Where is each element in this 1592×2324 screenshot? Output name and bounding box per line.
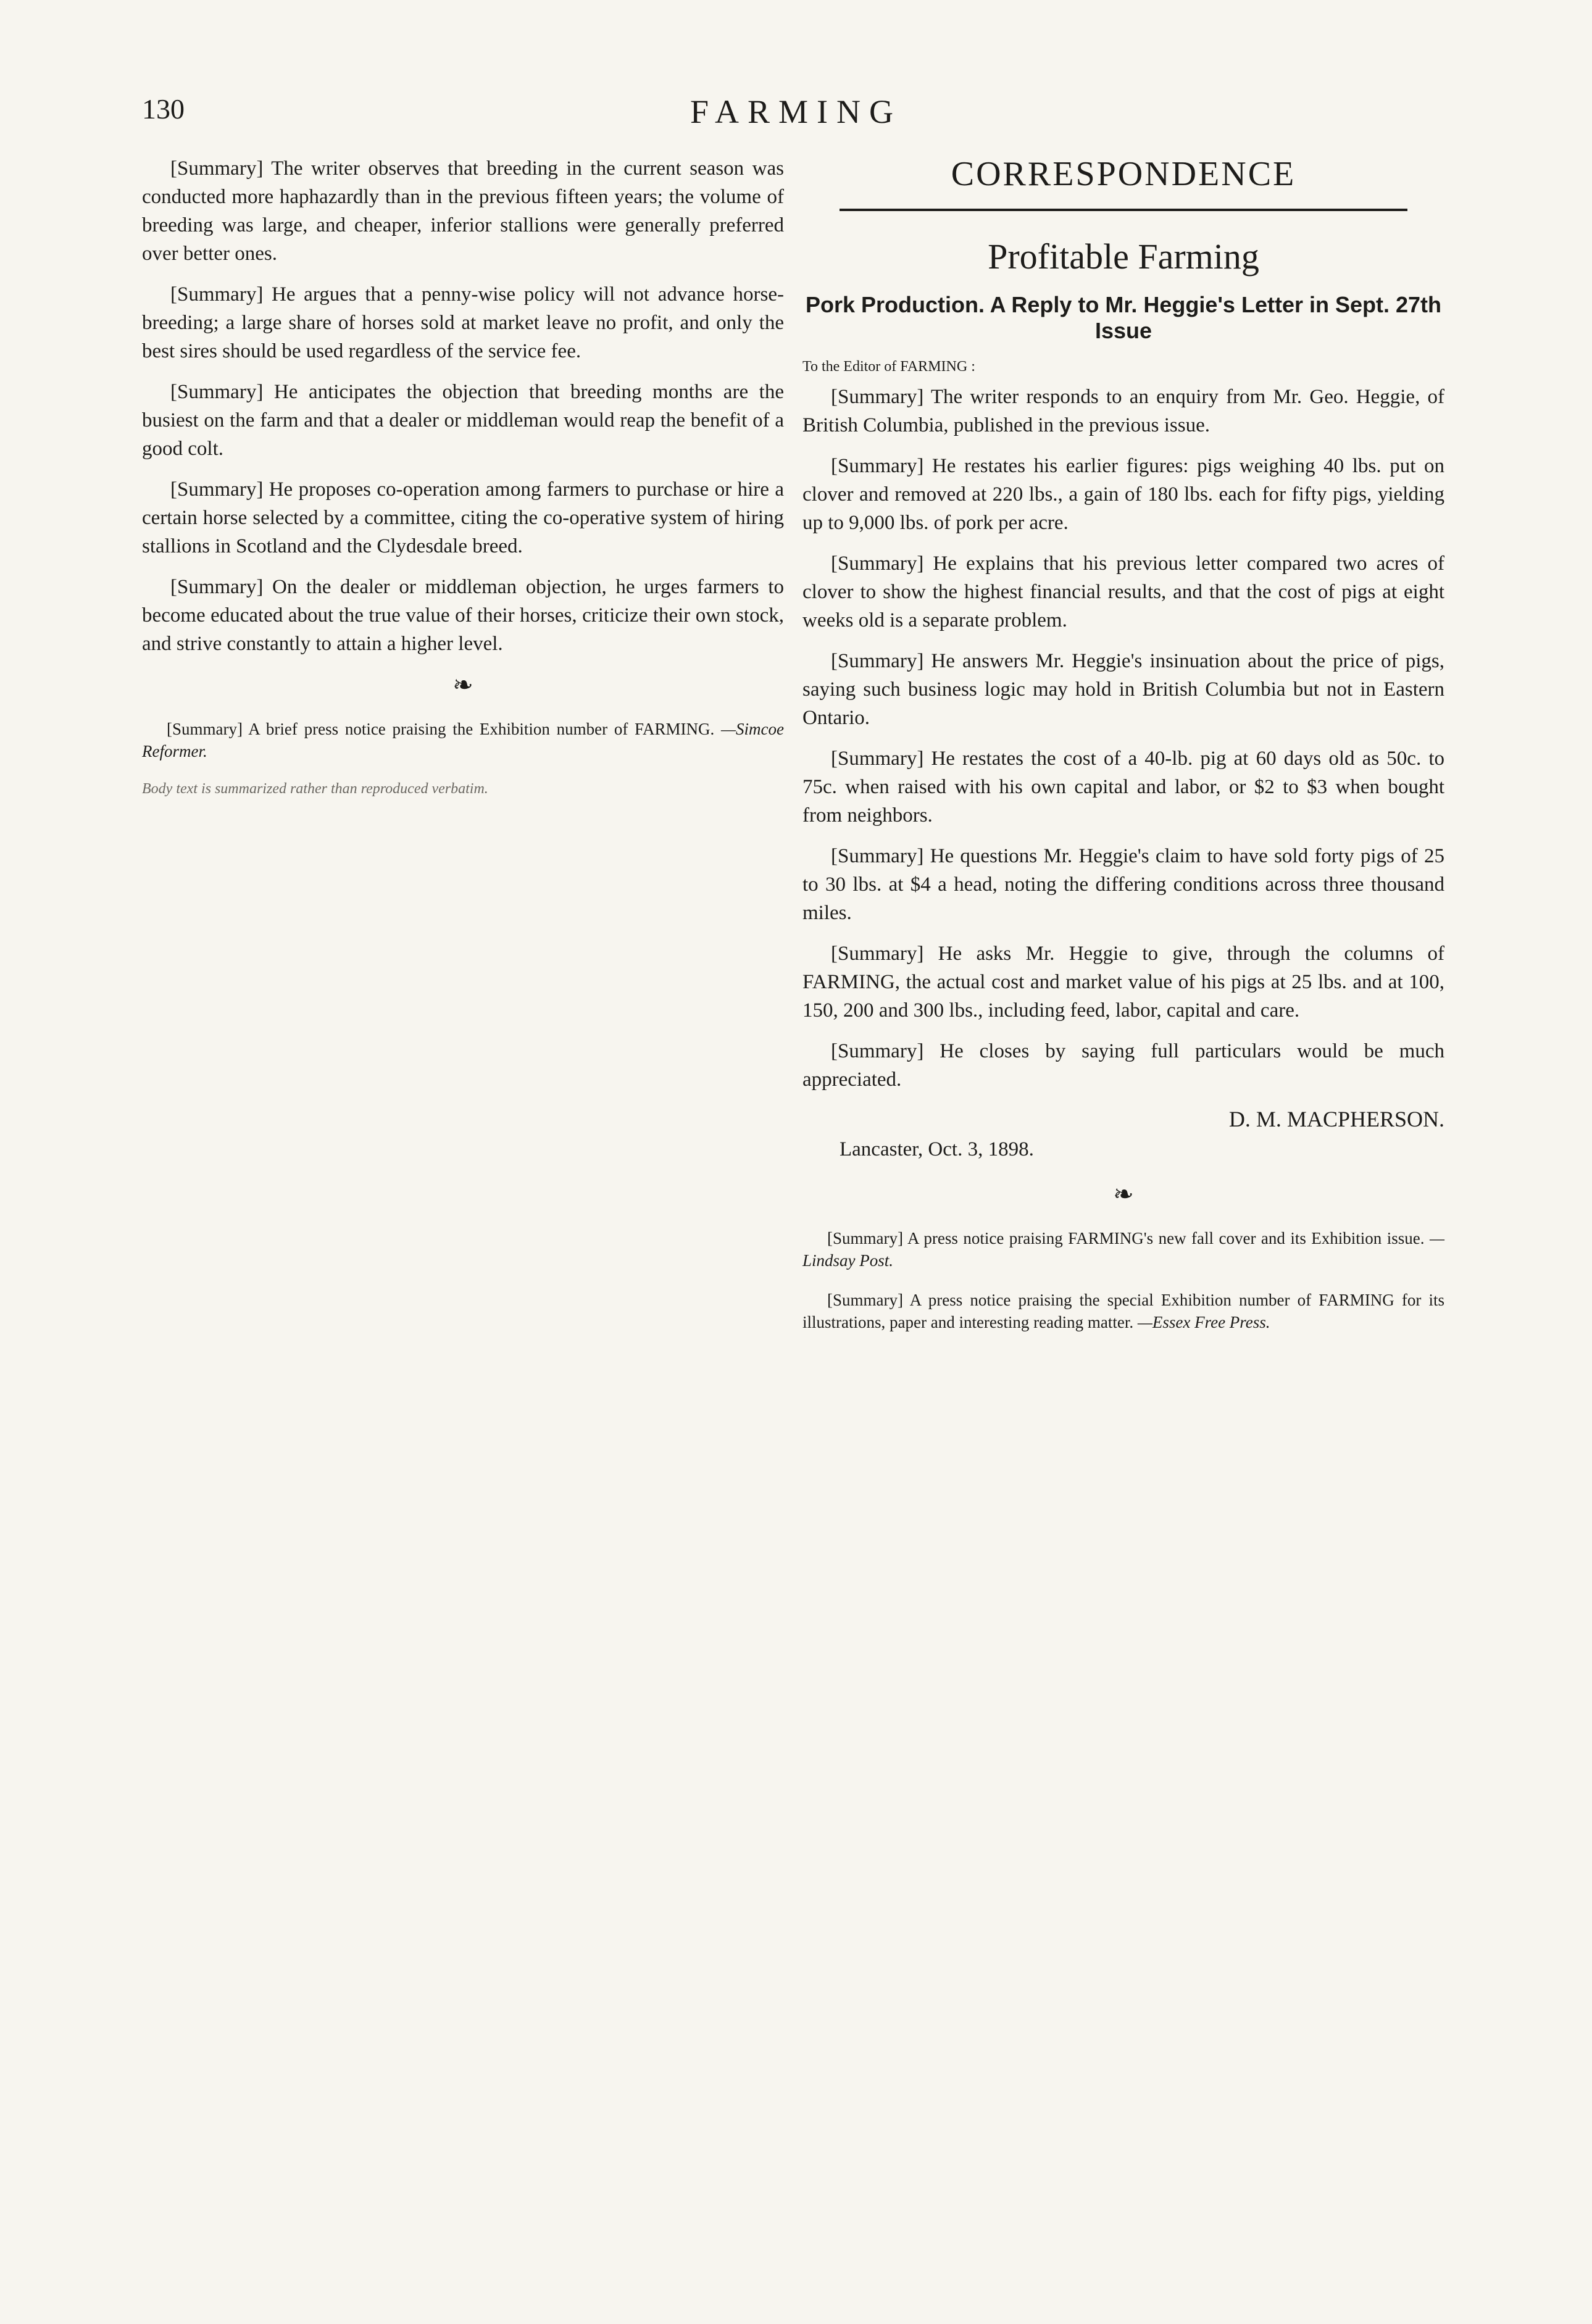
journal-name: FARMING (690, 93, 902, 130)
press-notice-source: —Simcoe Reformer. (142, 720, 784, 760)
article-deck: Pork Production. A Reply to Mr. Heggie's Letter in Sept. 27th Issue (805, 292, 1442, 343)
left-paragraph: [Summary] The writer observes that breeding in the current season was conducted more haphazardly than in the previous fifteen years; the volume of breeding was large, and cheaper, inferior stallions were generally preferred over better ones. (142, 157, 784, 265)
press-notice-text: [Summary] A press notice praising FARMING's new fall cover and its Exhibition issue. (827, 1229, 1425, 1247)
fleuron-ornament-icon: ❧ (452, 671, 473, 699)
left-paragraph: [Summary] He proposes co-operation among farmers to purchase or hire a certain horse selected by a committee, citing the co-operative system of hiring stallions in Scotland and the Clydesdale breed. (142, 478, 784, 557)
press-notice-source: —Essex Free Press. (1137, 1313, 1270, 1331)
letter-paragraph: [Summary] He closes by saying full particulars would be much appreciated. (802, 1040, 1444, 1091)
section-heading: CORRESPONDENCE (951, 155, 1296, 193)
press-notice-text: [Summary] A brief press notice praising the Exhibition number of FARMING. (167, 720, 715, 738)
fleuron-ornament-icon: ❧ (1113, 1180, 1134, 1208)
section-rule (840, 209, 1407, 211)
page-number: 130 (142, 93, 185, 125)
letter-paragraph: [Summary] He questions Mr. Heggie's claim to have sold forty pigs of 25 to 30 lbs. at $4 a head, noting the differing conditions across three thousand miles. (802, 845, 1444, 924)
summary-disclaimer: Body text is summarized rather than reproduced verbatim. (142, 781, 488, 797)
press-notice (802, 1289, 1444, 1333)
letter-signature: D. M. MACPHERSON. (1228, 1107, 1444, 1131)
press-notice (802, 1227, 1444, 1272)
letter-paragraph: [Summary] He answers Mr. Heggie's insinuation about the price of pigs, saying such business logic may hold in British Columbia but not in Eastern Ontario. (802, 650, 1444, 729)
press-notice (142, 718, 784, 762)
press-notice-source: —Lindsay Post. (802, 1229, 1444, 1270)
article-title: Profitable Farming (988, 236, 1259, 277)
left-column (142, 154, 784, 798)
left-paragraph: [Summary] He anticipates the objection that breeding months are the busiest on the farm and that a dealer or middleman would reap the benefit of a good colt. (142, 381, 784, 460)
letter-paragraph: [Summary] He restates the cost of a 40-lb. pig at 60 days old as 50c. to 75c. when raised with his own capital and labor, or $2 to $3 when bought from neighbors. (802, 748, 1444, 827)
press-notice-text: [Summary] A press notice praising the special Exhibition number of FARMING for its illustrations, paper and interesting reading matter. (802, 1291, 1444, 1331)
left-paragraph: [Summary] He argues that a penny-wise policy will not advance horse-breeding; a large share of horses sold at market leave no profit, and only the best sires should be used regardless of the service fee. (142, 283, 784, 362)
letter-paragraph: [Summary] He asks Mr. Heggie to give, through the columns of FARMING, the actual cost and market value of his pigs at 25 lbs. and at 100, 150, 200 and 300 lbs., including feed, labor, capital and care. (802, 943, 1444, 1022)
letter-paragraph: [Summary] The writer responds to an enquiry from Mr. Geo. Heggie, of British Columbia, published in the previous issue. (802, 386, 1444, 436)
running-head (142, 93, 1450, 136)
salutation: To the Editor of FARMING : (802, 359, 975, 375)
left-paragraph: [Summary] On the dealer or middleman objection, he urges farmers to become educated about the true value of their horses, criticize their own stock, and strive constantly to attain a higher level. (142, 576, 784, 655)
right-column (802, 154, 1444, 1351)
letter-paragraph: [Summary] He restates his earlier figures: pigs weighing 40 lbs. put on clover and removed at 220 lbs., a gain of 180 lbs. each for fifty pigs, yielding up to 9,000 lbs. of pork per acre. (802, 455, 1444, 534)
letter-dateline: Lancaster, Oct. 3, 1898. (840, 1138, 1034, 1160)
letter-paragraph: [Summary] He explains that his previous letter compared two acres of clover to show the highest financial results, and that the cost of pigs at eight weeks old is a separate problem. (802, 552, 1444, 631)
